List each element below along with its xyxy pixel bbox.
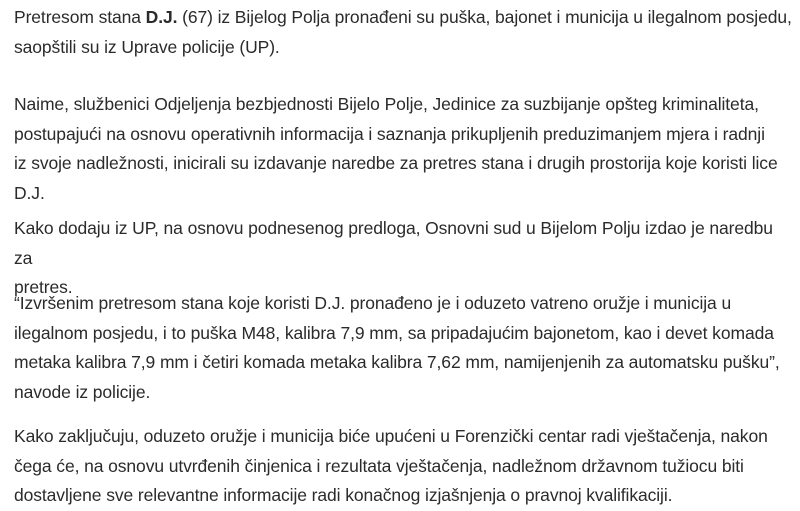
paragraph-3: Kako dodaju iz UP, na osnovu podnesenog predloga, Osnovni sud u Bijelom Polju izdao je naredbu za pretres. [14,218,773,297]
paragraph-1-rest: (67) iz Bijelog Polja pronađeni su puška, bajonet i municija u ilegalnom posjedu, saopštili su iz Uprave policije (UP). [14,7,792,57]
paragraph-5: Kako zaključuju, oduzeto oružje i municija biće upućeni u Forenzički centar radi vještačenja, nakon čega će, na osnovu utvrđenih činjenica i rezultata vještačenja, nadležnom državnom tužiocu biti dostavljene sve relevantne informacije radi konačnog izjašnjenja o pravnoj kvalifikaciji. [14,426,768,505]
paragraph-1 [14,3,794,62]
suspect-initials: D.J. [145,7,178,27]
paragraph-4-quote: “Izvršenim pretresom stana koje koristi D.J. pronađeno je i oduzeto vatreno oružje i municija u ilegalnom posjedu, i to puška M48, kalibra 7,9 mm, sa pripadajućim bajonetom, kao i devet komada metaka kalibra 7,9 mm i četiri komada metaka kalibra 7,62 mm, namijenjenih za automatsku pušku”, navode iz policije. [14,293,780,402]
paragraph-2: Naime, službenici Odjeljenja bezbjednosti Bijelo Polje, Jedinice za suzbijanje opšteg kriminaliteta, postupajući na osnovu operativnih informacija i saznanja prikupljenih preduzimanjem mjera i radnji iz svoje nadležnosti, inicirali su izdavanje naredbe za pretres stana i drugih prostorija koje koristi lice D.J. [14,94,778,203]
paragraph-1-lead: Pretresom stana [14,7,146,27]
